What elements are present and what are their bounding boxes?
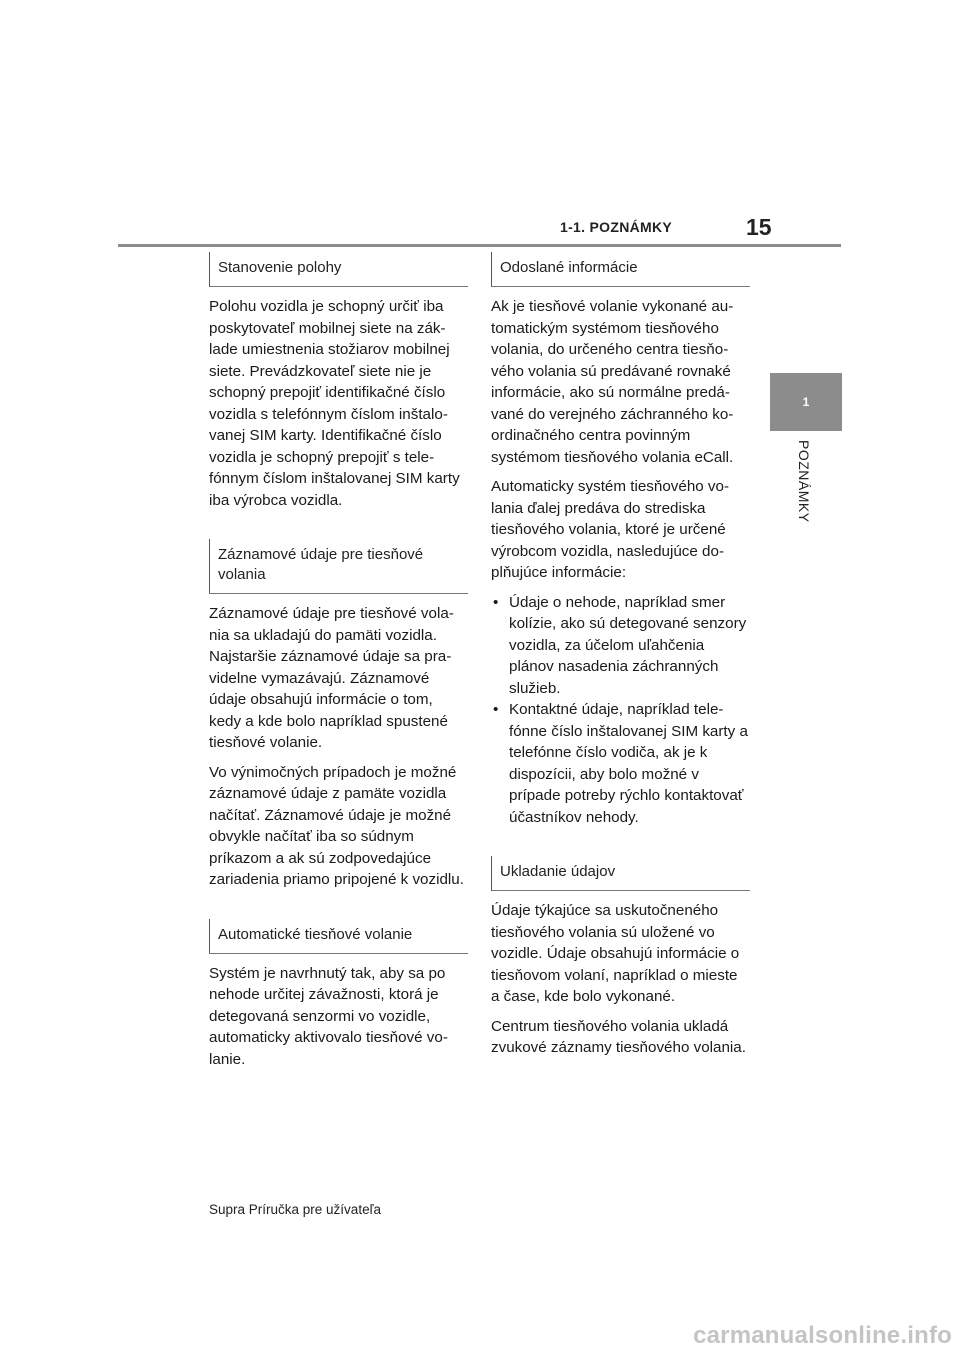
section-heading-location: Stanovenie polohy <box>209 252 468 287</box>
chapter-label: POZNÁMKY <box>796 440 812 523</box>
watermark: carmanualsonline.info <box>693 1322 952 1349</box>
chapter-tab <box>770 373 842 431</box>
section-heading-sent-information: Odoslané informácie <box>491 252 750 287</box>
chapter-number: 1 <box>802 395 810 409</box>
paragraph: Systém je navrhnutý tak, aby sa po nehode určitej závažnosti, ktorá je detegovaná senzormi vo vozidle, automaticky aktivovalo tiesňové volanie. <box>209 964 448 1068</box>
list-item: • Kontaktné údaje, napríklad telefónne číslo inštalovanej SIM karty a telefónne číslo vodiča, ak je k dispozícii, aby bolo možné v prípade potreby rýchlo kontaktovať účastníkov nehody. <box>491 699 750 828</box>
bullet-list <box>491 592 750 829</box>
list-item: • Údaje o nehode, napríklad smer kolízie, ako sú detegované senzory vozidla, za účelom uľahčenia plánov nasadenia záchranných služieb. <box>491 592 750 700</box>
header-divider <box>118 244 841 247</box>
section-heading-automatic-call: Automatické tiesňové volanie <box>209 919 468 954</box>
footer-title: Supra Príručka pre užívateľa <box>209 1202 382 1217</box>
paragraph: Polohu vozidla je schopný určiť iba poskytovateľ mobilnej siete na základe umiestnenia stožiarov mobilnej siete. Prevádzkovateľ siete nie je schopný prepojiť identifikačné číslo vozidla s telefónnym číslom inštalovanej SIM karty. Identifikačné číslo vozidla je schopný prepojiť s telefónnym číslom inštalovanej SIM karty iba výrobca vozidla. <box>209 298 460 509</box>
paragraph: Automaticky systém tiesňového volania ďalej predáva do strediska tiesňového volania, ktoré je určené výrobcom vozidla, nasledujúce doplňujúce informácie: <box>491 478 730 581</box>
section-heading-emergency-records: Záznamové údaje pre tiesňové volania <box>209 539 468 594</box>
paragraph: Ak je tiesňové volanie vykonané automatickým systémom tiesňového volania, do určeného centra tiesňového volania sú predávané rovnaké informácie, ako sú normálne predávané do verejného záchranného koordinačného centra povinným systémom tiesňového volania eCall. <box>491 298 734 466</box>
section-heading-data-storage: Ukladanie údajov <box>491 856 750 891</box>
page-number: 15 <box>746 214 772 240</box>
section-title: 1-1. POZNÁMKY <box>560 219 673 235</box>
paragraph: Vo výnimočných prípadoch je možné záznamové údaje z pamäte vozidla načítať. Záznamové údaje je možné obvykle načítať iba so súdnym príkazom a ak sú zodpovedajúce zariadenia priamo pripojené k vozidlu. <box>209 763 464 888</box>
left-column <box>209 252 468 1078</box>
paragraph: Centrum tiesňového volania ukladá zvukové záznamy tiesňového volania. <box>491 1017 746 1056</box>
right-column <box>491 252 750 1067</box>
paragraph: Záznamové údaje pre tiesňové volania sa ukladajú do pamäti vozidla. Najstaršie záznamové údaje sa pravidelne vymazávajú. Záznamové údaje obsahujú informácie o tom, kedy a kde bolo napríklad spustené tiesňové volanie. <box>209 605 454 751</box>
paragraph: Údaje týkajúce sa uskutočneného tiesňového volania sú uložené vo vozidle. Údaje obsahujú informácie o tiesňovom volaní, napríklad o mieste a čase, kde bolo vykonané. <box>491 902 740 1005</box>
